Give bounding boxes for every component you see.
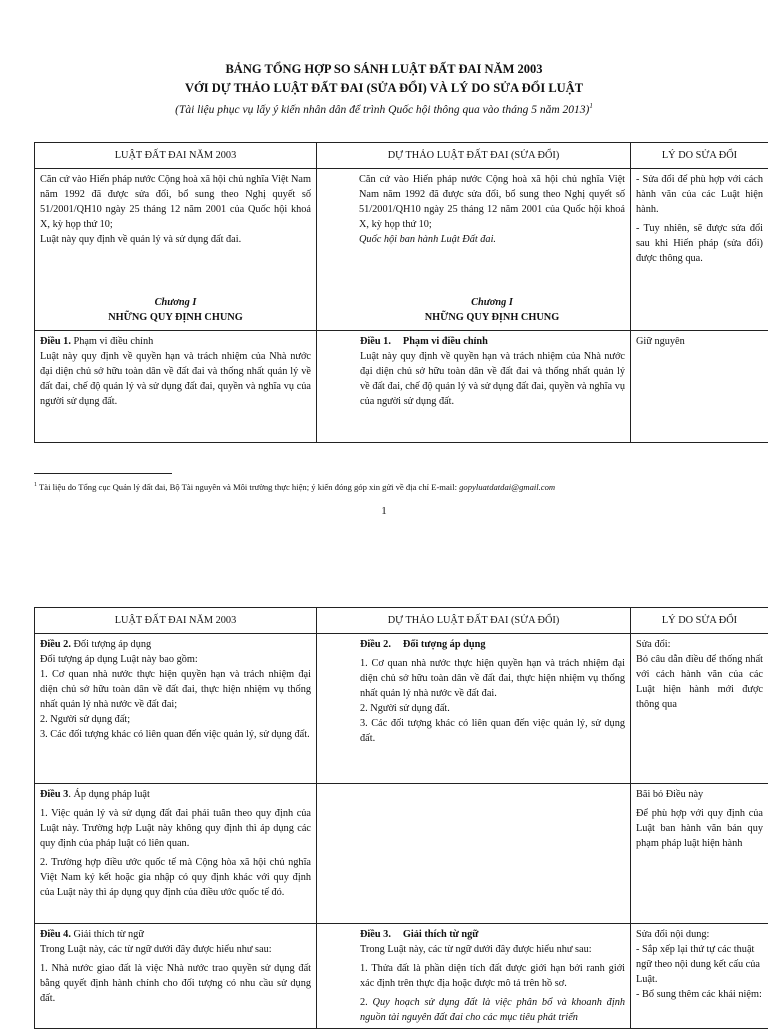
table-row-article-3 [35,784,768,924]
table-header-row [35,143,768,169]
new-preamble-enact: Quốc hội ban hành Luật Đất đai. [359,232,625,247]
new-article-3-item-2-number: 2. [360,997,368,1008]
old-article-3-line: 1. Việc quản lý và sử dụng đất đai phải tuân theo quy định của Luật này. Trường hợp Luật này không quy định thì áp dụng các quy định của pháp luật có liên quan. [40,806,311,851]
table-row-article-2 [35,634,768,784]
cell-article-4-reason [631,924,768,1029]
cell-new-preamble [317,169,631,331]
old-article-4-number: Điều 4. [40,929,71,940]
chapter-title-old: NHỮNG QUY ĐỊNH CHUNG [40,310,311,325]
chapter-label-old: Chương I [40,295,311,310]
new-article-1-body: Luật này quy định về quyền hạn và trách nhiệm của Nhà nước đại diện chủ sở hữu toàn dân về đất đai và thống nhất quản lý về đất đai, chế độ quản lý và sử dụng đất đai, quyền và nghĩa vụ của người sử dụng đất. [322,349,625,409]
cell-old-article-4 [35,924,317,1029]
preamble-reason-1: - Sửa đổi để phù hợp với cách hành văn của các Luật hiện hành. [636,172,763,217]
column-header-draft-law: DỰ THẢO LUẬT ĐẤT ĐAI (SỬA ĐỔI) [317,143,631,169]
footnote-reference[interactable]: 1 [589,102,593,110]
chapter-title-new: NHỮNG QUY ĐỊNH CHUNG [359,310,625,325]
preamble-reason-2: - Tuy nhiên, sẽ được sửa đổi sau khi Hiến pháp (sửa đổi) được thông qua. [636,221,763,266]
article-4-reason-1: - Sắp xếp lại thứ tự các thuật ngữ theo nội dung kết cấu của Luật. [636,942,763,987]
footnote-text: Tài liệu do Tổng cục Quản lý đất đai, Bộ Tài nguyên và Môi trường thực hiện; ý kiến đóng góp xin gửi về địa chỉ E-mail: [39,482,457,492]
cell-new-article-1 [317,331,631,443]
footnote-email-link[interactable]: gopyluatdatdai@gmail.com [459,482,555,492]
new-article-3-item-2: Quy hoạch sử dụng đất là việc phân bổ và khoanh định nguồn tài nguyên đất đai cho các mục tiêu phát triển [360,997,625,1023]
old-article-4-title: Giải thích từ ngữ [73,929,143,940]
table-row-article-1 [35,331,768,443]
old-article-4-line: 1. Nhà nước giao đất là việc Nhà nước trao quyền sử dụng đất bằng quyết định hành chính cho đối tượng có nhu cầu sử dụng đất. [40,961,311,1006]
old-article-3-line: 2. Trường hợp điều ước quốc tế mà Cộng hòa xã hội chủ nghĩa Việt Nam ký kết hoặc gia nhập có quy định khác với quy định của Luật này thì áp dụng quy định của điều ước quốc tế đó. [40,855,311,900]
cell-article-2-reason [631,634,768,784]
document-title-line-2: VỚI DỰ THẢO LUẬT ĐẤT ĐAI (SỬA ĐỔI) VÀ LÝ DO SỬA ĐỔI LUẬT [0,79,768,98]
cell-new-article-3-empty [317,784,631,924]
column-header-old-law: LUẬT ĐẤT ĐAI NĂM 2003 [35,608,317,634]
table-row-article-4 [35,924,768,1029]
article-2-reason-title: Sửa đổi: [636,637,763,652]
column-header-draft-law: DỰ THẢO LUẬT ĐẤT ĐAI (SỬA ĐỔI) [317,608,631,634]
article-1-reason: Giữ nguyên [636,334,763,349]
page-number: 1 [0,505,768,517]
old-article-2-line: 1. Cơ quan nhà nước thực hiện quyền hạn và trách nhiệm đại diện chủ sở hữu toàn dân về đất đai, thực hiện nhiệm vụ thống nhất quản lý nhà nước về đất đai; [40,667,311,712]
article-4-reason-title: Sửa đổi nội dung: [636,927,763,942]
column-header-old-law: LUẬT ĐẤT ĐAI NĂM 2003 [35,143,317,169]
document-subtitle [0,98,768,119]
article-3-reason-title: Bãi bỏ Điều này [636,787,763,802]
new-article-2-line: 2. Người sử dụng đất. [322,701,625,716]
old-article-4-line: Trong Luật này, các từ ngữ dưới đây được hiểu như sau: [40,942,311,957]
table-row-preamble [35,169,768,331]
footnote-mark: 1 [34,482,37,488]
old-article-2-title: Đối tượng áp dụng [73,639,151,650]
cell-old-preamble [35,169,317,331]
old-preamble-text: Căn cứ vào Hiến pháp nước Cộng hoà xã hội chủ nghĩa Việt Nam năm 1992 đã được sửa đổi, bổ sung theo Nghị quyết số 51/2001/QH10 ngày 25 tháng 12 năm 2001 của Quốc hội khoá X, kỳ họp thứ 10; [40,172,311,232]
cell-old-article-1 [35,331,317,443]
article-4-reason-2: - Bổ sung thêm các khái niệm: [636,987,763,1002]
old-article-2-line: 3. Các đối tượng khác có liên quan đến việc quản lý, sử dụng đất. [40,727,311,742]
cell-preamble-reason [631,169,768,331]
cell-article-3-reason [631,784,768,924]
cell-new-article-3 [317,924,631,1029]
new-article-3-number: Điều 3. [322,927,391,942]
old-article-1-number: Điều 1. [40,336,71,347]
comparison-table-page-2 [34,607,768,1029]
new-article-2-line: 3. Các đối tượng khác có liên quan đến việc quản lý, sử dụng đất. [322,716,625,746]
footnote-divider [34,473,172,474]
new-article-1-title: Phạm vi điều chỉnh [403,334,488,349]
new-article-3-title: Giải thích từ ngữ [403,927,479,942]
cell-old-article-2 [35,634,317,784]
article-3-reason: Để phù hợp với quy định của Luật ban hành văn bản quy phạm pháp luật hiện hành [636,806,763,851]
chapter-label-new: Chương I [359,295,625,310]
document-header [0,60,768,119]
new-article-3-item-1: 1. Thửa đất là phần diện tích đất được giới hạn bởi ranh giới xác định trên thực địa hoặc được mô tả trên hồ sơ. [322,961,625,991]
new-article-2-title: Đối tượng áp dụng [403,637,486,652]
footnote [34,479,555,493]
cell-old-article-3 [35,784,317,924]
article-2-reason: Bỏ câu dẫn điều để thống nhất với cách hành văn của các Luật hiện hành mới được thông qua [636,652,763,712]
old-article-1-title: Phạm vi điều chỉnh [73,336,153,347]
table-header-row [35,608,768,634]
new-article-2-number: Điều 2. [322,637,391,652]
new-article-1-number: Điều 1. [322,334,391,349]
old-article-2-line: 2. Người sử dụng đất; [40,712,311,727]
old-article-1-body: Luật này quy định về quyền hạn và trách nhiệm của Nhà nước đại diện chủ sở hữu toàn dân về đất đai và thống nhất quản lý về đất đai, chế độ quản lý và sử dụng đất đai, quyền và nghĩa vụ của người sử dụng đất. [40,349,311,409]
cell-article-1-reason [631,331,768,443]
old-preamble-scope: Luật này quy định về quản lý và sử dụng đất đai. [40,232,311,247]
old-article-2-number: Điều 2. [40,639,71,650]
column-header-reason: LÝ DO SỬA ĐỔI [631,143,768,169]
new-preamble-text: Căn cứ vào Hiến pháp nước Cộng hoà xã hội chủ nghĩa Việt Nam năm 1992 đã được sửa đổi, bổ sung theo Nghị quyết số 51/2001/QH10 ngày 25 tháng 12 năm 2001 của Quốc hội khoá X, kỳ họp thứ 10; [359,172,625,232]
new-article-2-line: 1. Cơ quan nhà nước thực hiện quyền hạn và trách nhiệm đại diện chủ sở hữu toàn dân về đất đai, thực hiện nhiệm vụ thống nhất quản lý nhà nước về đất đai. [322,656,625,701]
old-article-2-line: Đối tượng áp dụng Luật này bao gồm: [40,652,311,667]
old-article-3-title: . Áp dụng pháp luật [68,789,150,800]
column-header-reason: LÝ DO SỬA ĐỔI [631,608,768,634]
subtitle-text: (Tài liệu phục vụ lấy ý kiến nhân dân để trình Quốc hội thông qua vào tháng 5 năm 2013) [175,104,589,116]
comparison-table-page-1 [34,142,768,443]
old-article-3-number: Điều 3 [40,789,68,800]
new-article-3-intro: Trong Luật này, các từ ngữ dưới đây được hiểu như sau: [322,942,625,957]
cell-new-article-2 [317,634,631,784]
document-title-line-1: BẢNG TỔNG HỢP SO SÁNH LUẬT ĐẤT ĐAI NĂM 2003 [0,60,768,79]
